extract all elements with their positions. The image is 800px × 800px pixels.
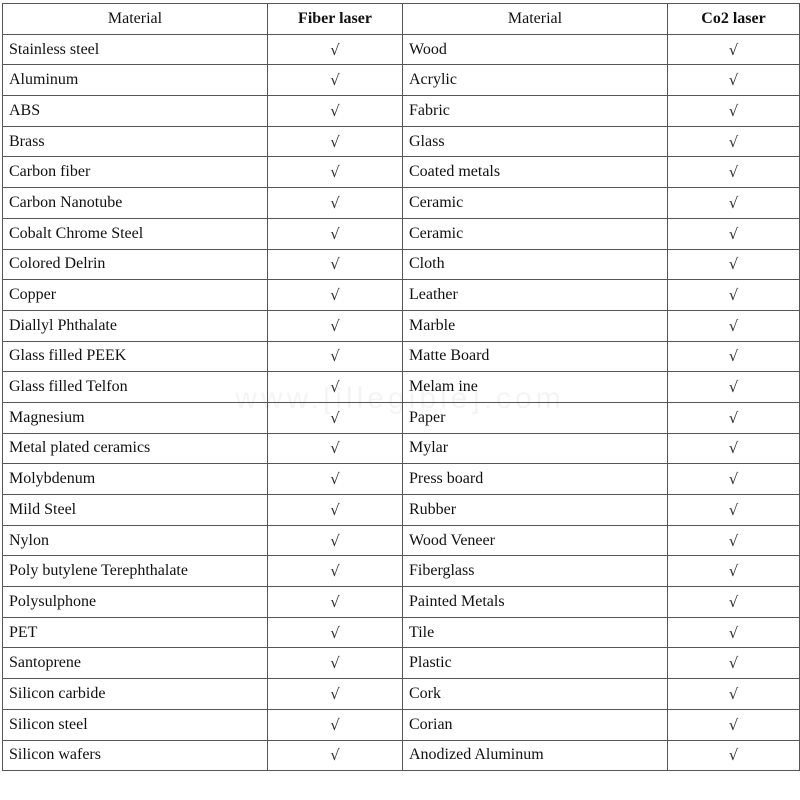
table-row xyxy=(3,157,800,188)
co2-check-mark: √ xyxy=(668,495,800,526)
table-row xyxy=(3,96,800,127)
fiber-material-cell: Magnesium xyxy=(3,402,268,433)
table-body xyxy=(3,34,800,771)
fiber-material-cell: Glass filled Telfon xyxy=(3,372,268,403)
fiber-check-mark: √ xyxy=(268,587,403,618)
co2-material-cell: Fabric xyxy=(403,96,668,127)
table-row xyxy=(3,740,800,771)
fiber-material-cell: ABS xyxy=(3,96,268,127)
header-row xyxy=(3,4,800,35)
co2-material-cell: Matte Board xyxy=(403,341,668,372)
co2-check-mark: √ xyxy=(668,34,800,65)
table-row xyxy=(3,372,800,403)
header-fiber-laser: Fiber laser xyxy=(268,4,403,35)
fiber-material-cell: Poly butylene Terephthalate xyxy=(3,556,268,587)
co2-material-cell: Mylar xyxy=(403,433,668,464)
co2-material-cell: Coated metals xyxy=(403,157,668,188)
header-co2-laser: Co2 laser xyxy=(668,4,800,35)
fiber-material-cell: Glass filled PEEK xyxy=(3,341,268,372)
fiber-material-cell: Silicon wafers xyxy=(3,740,268,771)
co2-check-mark: √ xyxy=(668,556,800,587)
table-row xyxy=(3,495,800,526)
fiber-material-cell: Carbon Nanotube xyxy=(3,188,268,219)
fiber-check-mark: √ xyxy=(268,341,403,372)
table-row xyxy=(3,249,800,280)
co2-material-cell: Melam ine xyxy=(403,372,668,403)
table-row xyxy=(3,280,800,311)
laser-materials-table xyxy=(2,3,800,771)
fiber-material-cell: PET xyxy=(3,617,268,648)
fiber-check-mark: √ xyxy=(268,96,403,127)
co2-check-mark: √ xyxy=(668,96,800,127)
co2-material-cell: Leather xyxy=(403,280,668,311)
table-row xyxy=(3,402,800,433)
co2-material-cell: Corian xyxy=(403,709,668,740)
co2-check-mark: √ xyxy=(668,525,800,556)
fiber-material-cell: Cobalt Chrome Steel xyxy=(3,218,268,249)
fiber-check-mark: √ xyxy=(268,188,403,219)
table-row xyxy=(3,587,800,618)
co2-material-cell: Tile xyxy=(403,617,668,648)
fiber-check-mark: √ xyxy=(268,310,403,341)
fiber-material-cell: Carbon fiber xyxy=(3,157,268,188)
co2-check-mark: √ xyxy=(668,709,800,740)
fiber-material-cell: Silicon carbide xyxy=(3,679,268,710)
co2-check-mark: √ xyxy=(668,402,800,433)
co2-material-cell: Rubber xyxy=(403,495,668,526)
co2-check-mark: √ xyxy=(668,587,800,618)
table-row xyxy=(3,709,800,740)
fiber-material-cell: Brass xyxy=(3,126,268,157)
co2-material-cell: Wood xyxy=(403,34,668,65)
co2-check-mark: √ xyxy=(668,679,800,710)
table-row xyxy=(3,65,800,96)
table-row xyxy=(3,218,800,249)
table-row xyxy=(3,617,800,648)
fiber-check-mark: √ xyxy=(268,709,403,740)
co2-check-mark: √ xyxy=(668,372,800,403)
co2-check-mark: √ xyxy=(668,280,800,311)
fiber-check-mark: √ xyxy=(268,464,403,495)
fiber-check-mark: √ xyxy=(268,679,403,710)
fiber-check-mark: √ xyxy=(268,402,403,433)
co2-check-mark: √ xyxy=(668,433,800,464)
co2-check-mark: √ xyxy=(668,617,800,648)
fiber-material-cell: Nylon xyxy=(3,525,268,556)
header-material-co2: Material xyxy=(403,4,668,35)
fiber-check-mark: √ xyxy=(268,495,403,526)
co2-check-mark: √ xyxy=(668,648,800,679)
co2-material-cell: Press board xyxy=(403,464,668,495)
table-row xyxy=(3,525,800,556)
fiber-check-mark: √ xyxy=(268,249,403,280)
fiber-material-cell: Silicon steel xyxy=(3,709,268,740)
fiber-material-cell: Mild Steel xyxy=(3,495,268,526)
co2-material-cell: Fiberglass xyxy=(403,556,668,587)
co2-check-mark: √ xyxy=(668,126,800,157)
co2-material-cell: Cloth xyxy=(403,249,668,280)
fiber-material-cell: Santoprene xyxy=(3,648,268,679)
fiber-material-cell: Copper xyxy=(3,280,268,311)
table-row xyxy=(3,341,800,372)
fiber-check-mark: √ xyxy=(268,433,403,464)
fiber-material-cell: Molybdenum xyxy=(3,464,268,495)
co2-check-mark: √ xyxy=(668,218,800,249)
fiber-check-mark: √ xyxy=(268,525,403,556)
table-row xyxy=(3,310,800,341)
table-row xyxy=(3,648,800,679)
table-row xyxy=(3,464,800,495)
co2-material-cell: Anodized Aluminum xyxy=(403,740,668,771)
table-row xyxy=(3,34,800,65)
fiber-check-mark: √ xyxy=(268,740,403,771)
fiber-check-mark: √ xyxy=(268,126,403,157)
table-row xyxy=(3,433,800,464)
fiber-check-mark: √ xyxy=(268,218,403,249)
table-row xyxy=(3,679,800,710)
fiber-check-mark: √ xyxy=(268,372,403,403)
co2-material-cell: Ceramic xyxy=(403,218,668,249)
fiber-material-cell: Colored Delrin xyxy=(3,249,268,280)
co2-check-mark: √ xyxy=(668,65,800,96)
co2-material-cell: Marble xyxy=(403,310,668,341)
fiber-material-cell: Stainless steel xyxy=(3,34,268,65)
co2-check-mark: √ xyxy=(668,310,800,341)
co2-check-mark: √ xyxy=(668,341,800,372)
co2-material-cell: Wood Veneer xyxy=(403,525,668,556)
co2-material-cell: Acrylic xyxy=(403,65,668,96)
fiber-check-mark: √ xyxy=(268,280,403,311)
fiber-material-cell: Diallyl Phthalate xyxy=(3,310,268,341)
co2-material-cell: Painted Metals xyxy=(403,587,668,618)
co2-material-cell: Cork xyxy=(403,679,668,710)
table-row xyxy=(3,556,800,587)
fiber-check-mark: √ xyxy=(268,617,403,648)
fiber-material-cell: Metal plated ceramics xyxy=(3,433,268,464)
co2-material-cell: Plastic xyxy=(403,648,668,679)
fiber-check-mark: √ xyxy=(268,556,403,587)
fiber-check-mark: √ xyxy=(268,157,403,188)
fiber-material-cell: Polysulphone xyxy=(3,587,268,618)
table-row xyxy=(3,188,800,219)
co2-material-cell: Paper xyxy=(403,402,668,433)
co2-check-mark: √ xyxy=(668,157,800,188)
fiber-check-mark: √ xyxy=(268,34,403,65)
co2-material-cell: Glass xyxy=(403,126,668,157)
fiber-check-mark: √ xyxy=(268,648,403,679)
fiber-material-cell: Aluminum xyxy=(3,65,268,96)
co2-check-mark: √ xyxy=(668,740,800,771)
fiber-check-mark: √ xyxy=(268,65,403,96)
co2-material-cell: Ceramic xyxy=(403,188,668,219)
table-row xyxy=(3,126,800,157)
co2-check-mark: √ xyxy=(668,249,800,280)
co2-check-mark: √ xyxy=(668,188,800,219)
co2-check-mark: √ xyxy=(668,464,800,495)
header-material-fiber: Material xyxy=(3,4,268,35)
